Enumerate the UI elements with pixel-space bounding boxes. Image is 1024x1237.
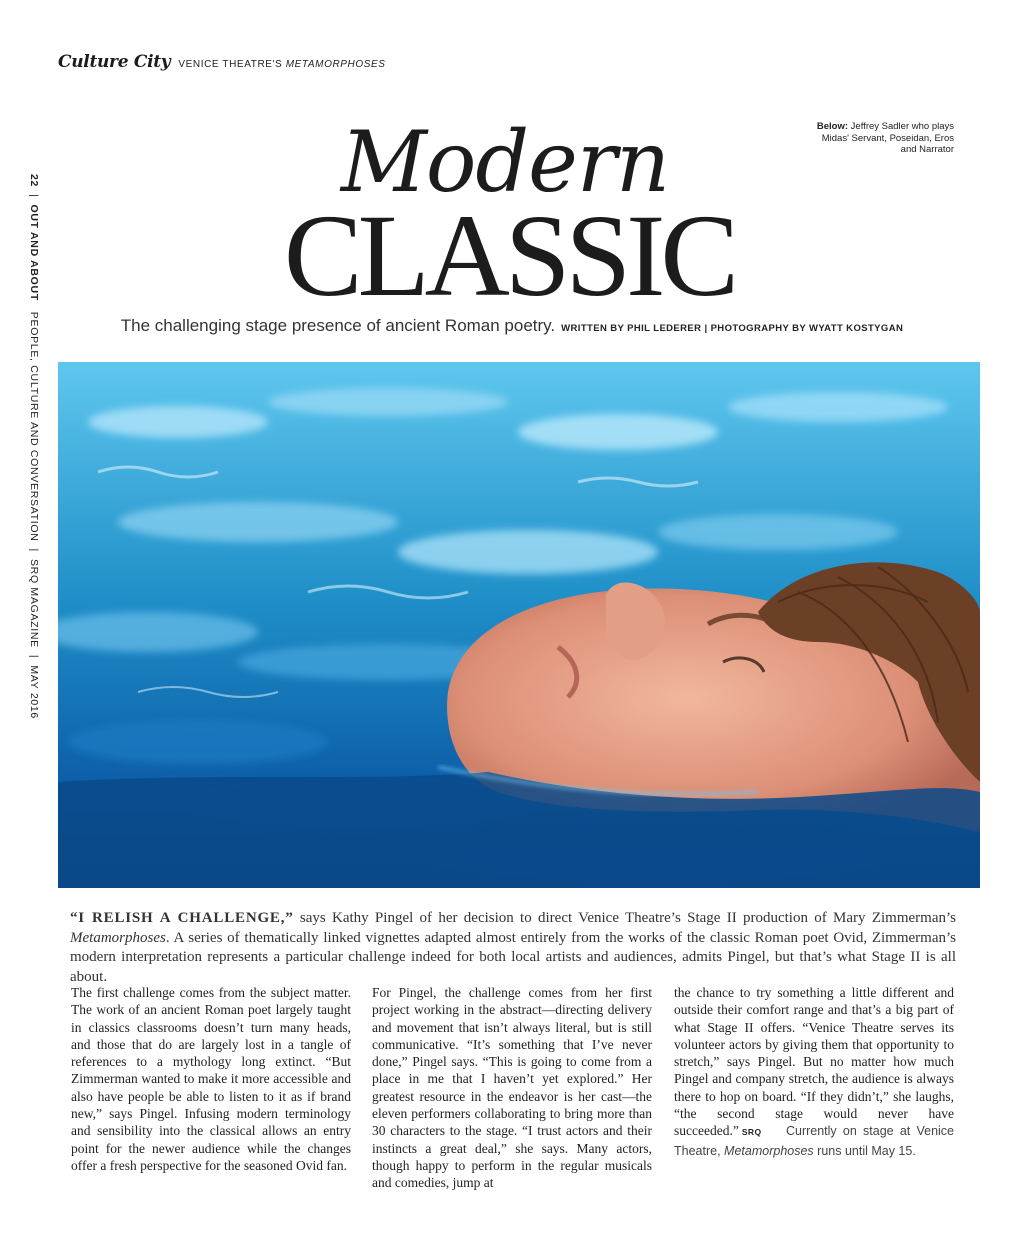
rail-magazine: SRQ MAGAZINE <box>28 558 40 648</box>
intro-text-1: says Kathy Pingel of her decision to direct Venice Theatre’s Stage II production of Mary Zimmerman’s <box>293 910 956 926</box>
intro-lead: “I RELISH A CHALLENGE,” <box>70 910 294 926</box>
body-column-1: The first challenge comes from the subject matter. The work of an ancient Roman poet largely taught in classics classrooms doesn’t turn many heads, and those that do are largely lost in a tangle of references to a mythology long extinct. “But Zimmerman wanted to make it more accessible and also have people be able to listen to it as if brand new,” says Pingel. Infusing modern terminology and sensibility into the classical allows an entry point for the newer audience while the changes offer a fresh perspective for the seasoned Ovid fan. <box>71 985 351 1173</box>
end-mark: SRQ <box>741 1127 762 1138</box>
rail-divider: | <box>28 194 40 198</box>
section-title: Culture City <box>58 52 171 72</box>
rail-tagline: PEOPLE, CULTURE AND CONVERSATION <box>28 311 40 542</box>
headline-line-2: CLASSIC <box>283 190 735 321</box>
intro-title-ref: Metamorphoses <box>70 929 166 946</box>
rail-divider: | <box>28 654 40 659</box>
intro-text-2: . A series of thematically linked vignettes adapted almost entirely from the works of the classic Roman poet Ovid, Zimmerman’s modern interpretation represents a particular challenge indeed for both local artists and audiences, admits Pingel, but that’s what Stage II is all about. <box>70 929 956 985</box>
rail-divider: | <box>28 548 40 552</box>
caption-label: Below: <box>816 121 849 132</box>
subhead <box>0 316 1024 336</box>
body-column-2: For Pingel, the challenge comes from her first project working in the abstract—directing delivery and movement that isn’t always literal, but is still communicative. “It’s something that I’ve never done,” Pingel says. “This is going to come from a place in me that I haven’t yet explored.” Her greatest resource in the endeavor is her cast—the eleven performers collaborating to bring more than 30 characters to the stage. “I trust actors and their instincts a great deal,” she says. Many actors, though happy to perform in the regular musicals and comedies, jump at <box>372 985 652 1191</box>
column-3-text: the chance to try something a little different and outside their comfort range and that’s a big part of what Stage II offers. “Venice Theatre serves its volunteer actors by giving them that opportunity to stretch,” says Pingel. But no matter how much Pingel and company stretch, the audience is always there to hop on board. “If they didn’t,” she laughs, “the second stage would never have succeeded.” <box>674 985 954 1139</box>
deck: The challenging stage presence of ancient Roman poetry. <box>120 316 556 335</box>
page-number: 22 <box>28 174 40 188</box>
article-kicker <box>178 59 385 70</box>
note-prefix: Currently on stage at Venice Theatre, <box>674 1124 954 1158</box>
byline-credits: WRITTEN BY PHIL LEDERER | PHOTOGRAPHY BY WYATT KOSTYGAN <box>561 323 904 334</box>
body-column-3 <box>674 984 954 1160</box>
rail-section: OUT AND ABOUT <box>28 204 40 301</box>
kicker-prefix: VENICE THEATRE'S <box>178 59 283 70</box>
running-header <box>58 52 386 74</box>
hero-photo <box>58 362 980 888</box>
kicker-title: METAMORPHOSES <box>285 59 386 70</box>
note-suffix: runs until May 15. <box>817 1143 916 1158</box>
intro-paragraph <box>70 909 956 987</box>
caption-text: Jeffrey Sadler who plays Midas' Servant, Poseidan, Eros and Narrator <box>821 121 954 155</box>
headline-line-1: Modern <box>340 113 670 211</box>
hero-photo-illustration <box>58 362 980 888</box>
note-title: Metamorphoses <box>724 1143 814 1158</box>
rail-issue: MAY 2016 <box>28 665 40 719</box>
